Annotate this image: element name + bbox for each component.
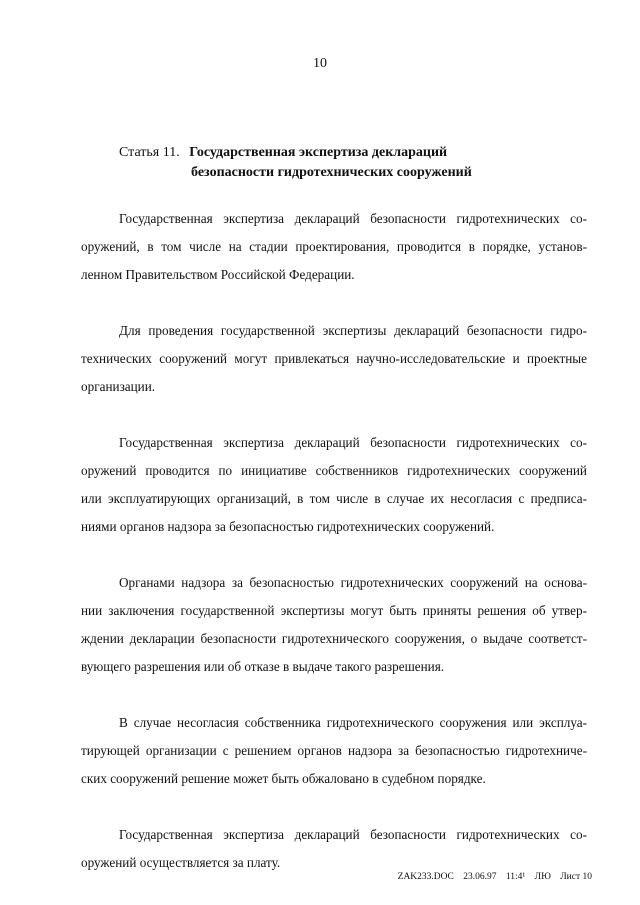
article-heading	[119, 143, 589, 183]
paragraph-1	[81, 205, 587, 289]
paragraph-line: Органами надзора за безопасностью гидротехнических сооружений на основа-	[119, 575, 587, 590]
paragraph-line: или эксплуатирующих организаций, в том числе в случае их несогласия с предписа-	[81, 491, 587, 506]
page-number: 10	[313, 56, 327, 71]
paragraph-line: оружений, в том числе на стадии проектирования, проводится в порядке, установ-	[81, 239, 587, 254]
paragraph-line: Государственная экспертиза деклараций безопасности гидротехнических со-	[119, 211, 587, 226]
paragraph-line: ниями органов надзора за безопасностью гидротехнических сооружений.	[81, 519, 495, 534]
paragraph-line: ских сооружений решение может быть обжаловано в судебном порядке.	[81, 771, 486, 786]
paragraph-line: организации.	[81, 379, 156, 394]
paragraph-line: Для проведения государственной экспертизы деклараций безопасности гидро-	[119, 323, 587, 338]
paragraph-line: Государственная экспертиза деклараций безопасности гидротехнических со-	[119, 827, 587, 842]
paragraph-4	[81, 569, 587, 681]
document-footer	[398, 872, 592, 882]
paragraph-line: В случае несогласия собственника гидротехнического сооружения или эксплуа-	[119, 715, 587, 730]
paragraph-line: технических сооружений могут привлекаться научно-исследовательские и проектные	[81, 351, 587, 366]
paragraph-line: вующего разрешения или об отказе в выдаче такого разрешения.	[81, 659, 445, 674]
paragraph-line: оружений осуществляется за плату.	[81, 855, 281, 870]
paragraph-line: ждении декларации безопасности гидротехнического сооружения, о выдаче соответст-	[81, 631, 587, 646]
paragraph-line: Государственная экспертиза деклараций безопасности гидротехнических со-	[119, 435, 587, 450]
paragraph-line: ленном Правительством Российской Федерации.	[81, 267, 355, 282]
paragraph-line: нии заключения государственной экспертизы могут быть приняты решения об утвер-	[81, 603, 587, 618]
paragraph-2	[81, 317, 587, 401]
article-title-line-2: безопасности гидротехнических сооружений	[191, 165, 472, 180]
footer-sheet: Лист 10	[560, 872, 592, 882]
paragraph-line: тирующей организации с решением органов надзора за безопасностью гидротехниче-	[81, 743, 587, 758]
footer-time: 11:4¹	[505, 872, 526, 882]
footer-filename: ZAK233.DOC	[397, 872, 454, 882]
paragraph-6	[81, 821, 587, 877]
paragraph-5	[81, 709, 587, 793]
article-body	[81, 205, 587, 905]
paragraph-3	[81, 429, 587, 541]
article-title-line-1: Государственная экспертиза деклараций	[189, 145, 448, 160]
article-number: Статья 11.	[119, 145, 180, 160]
footer-initials: ЛЮ	[534, 872, 551, 882]
footer-date: 23.06.97	[463, 872, 497, 882]
paragraph-line: оружений проводится по инициативе собственников гидротехнических сооружений	[81, 463, 587, 478]
